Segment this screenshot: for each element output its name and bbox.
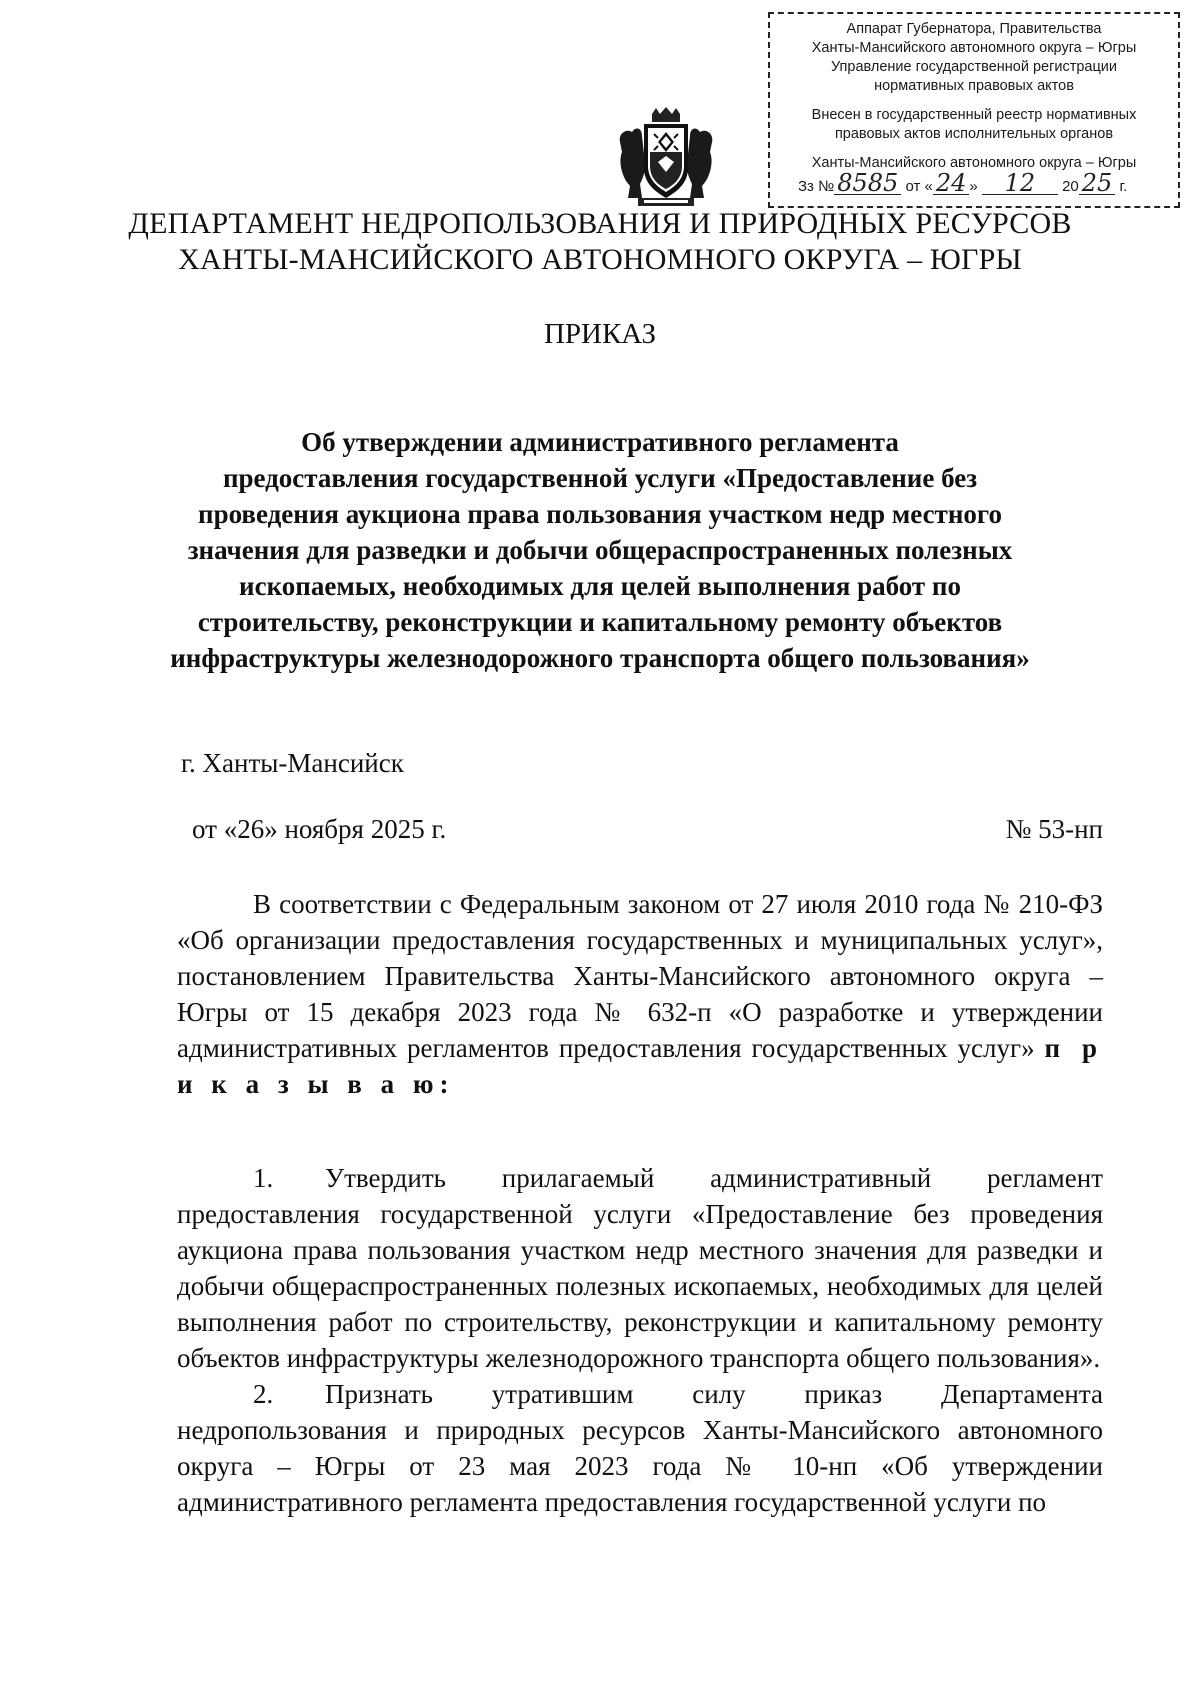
- document-title: [150, 424, 1050, 676]
- item-number: 1.: [253, 1163, 274, 1193]
- stamp-reg-year: 25: [1079, 172, 1116, 195]
- item-text: Утвердить прилагаемый административный регламент предоставления государственной услуги «Предоставление без проведения аукциона права пользования участком недр местного значения для разведки и добычи общераспространенных полезных ископаемых, необходимых для целей выполнения работ по строительству, реконструкции и капитальному ремонту объектов инфраструктуры железнодорожного транспорта общего пользования».: [177, 1163, 1103, 1373]
- stamp-reg-month: 12: [982, 172, 1058, 195]
- department-name: [120, 206, 1080, 278]
- order-items: [177, 1160, 1103, 1520]
- stamp-line: правовых актов исполнительных органов: [834, 126, 1114, 142]
- title-line: Об утверждении административного регламента: [301, 427, 899, 457]
- command-word: п р и к а з ы в а ю:: [177, 1033, 1103, 1099]
- order-item: [177, 1376, 1103, 1520]
- preamble-text: В соответствии с Федеральным законом от 27 июля 2010 года № 210-ФЗ «Об организации предоставления государственных и муниципальных услуг», постановлением Правительства Ханты-Мансийского автономного округа – Югры от 15 декабря 2023 года № 632-п «О разработке и утверждении административных регламентов предоставления государственных услуг»: [177, 889, 1103, 1063]
- stamp-reg-day: 24: [933, 172, 970, 195]
- stamp-reg-quote: »: [969, 178, 978, 195]
- order-item: [177, 1160, 1103, 1376]
- department-name-line2: ХАНТЫ-МАНСИЙСКОГО АВТОНОМНОГО ОКРУГА – ЮГРЫ: [178, 243, 1022, 276]
- title-line: значения для разведки и добычи общераспространенных полезных: [187, 535, 1013, 565]
- title-line: строительству, реконструкции и капитальному ремонту объектов: [197, 607, 1003, 637]
- stamp-line: Ханты-Мансийского автономного округа – Югры: [811, 40, 1137, 56]
- stamp-line: Внесен в государственный реестр нормативных: [811, 107, 1137, 123]
- stamp-reg-prefix: Зз №: [798, 178, 835, 195]
- title-line: предоставления государственной услуги «Предоставление без: [222, 463, 978, 493]
- stamp-line: Аппарат Губернатора, Правительства: [846, 21, 1102, 37]
- stamp-line: Ханты-Мансийского автономного округа – Югры: [811, 155, 1137, 171]
- stamp-reg-suffix: г.: [1119, 178, 1128, 195]
- department-name-line1: ДЕПАРТАМЕНТ НЕДРОПОЛЬЗОВАНИЯ И ПРИРОДНЫХ РЕСУРСОВ: [128, 207, 1072, 240]
- stamp-reg-number: 8585: [834, 172, 901, 195]
- stamp-reg-year-prefix: 20: [1062, 178, 1079, 195]
- stamp-line: Управление государственной регистрации: [830, 59, 1118, 75]
- stamp-registration-line: [798, 169, 1128, 197]
- document-type: ПРИКАЗ: [543, 318, 657, 350]
- document-number: № 53-нп: [1005, 814, 1103, 844]
- preamble: [177, 886, 1103, 1102]
- document-date: от «26» ноября 2025 г.: [192, 814, 447, 844]
- registration-stamp: [768, 12, 1180, 208]
- item-number: 2.: [253, 1379, 274, 1409]
- stamp-line: нормативных правовых актов: [874, 78, 1074, 94]
- coat-of-arms-icon: [614, 106, 718, 210]
- title-line: ископаемых, необходимых для целей выполнения работ по: [239, 571, 961, 601]
- place-of-issue: г. Ханты-Мансийск: [181, 748, 404, 778]
- item-text: Признать утратившим силу приказ Департамента недропользования и природных ресурсов Ханты-Мансийского автономного округа – Югры от 23 мая 2023 года № 10-нп «Об утверждении административного регламента предоставления государственной услуги по: [177, 1379, 1103, 1517]
- title-line: проведения аукциона права пользования участком недр местного: [198, 499, 1002, 529]
- stamp-reg-from: от «: [905, 178, 933, 195]
- title-line: инфраструктуры железнодорожного транспорта общего пользования»: [170, 643, 1030, 673]
